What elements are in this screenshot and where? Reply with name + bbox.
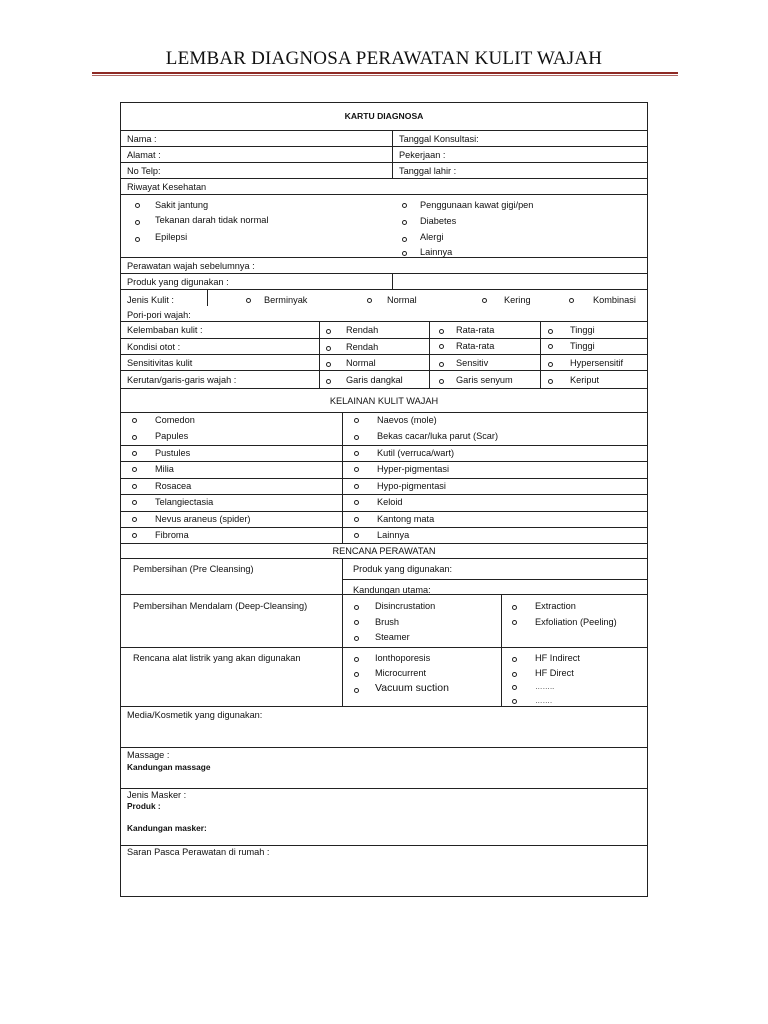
riwayat-item: Tekanan darah tidak normal xyxy=(155,215,269,225)
no-telp-field[interactable]: No Telp: xyxy=(127,166,161,176)
kandungan-masker-field[interactable]: Kandungan masker: xyxy=(127,823,207,833)
kelainan-item: Milia xyxy=(155,464,174,474)
title-rule-thin xyxy=(92,75,678,76)
condition-option: Rendah xyxy=(346,342,379,352)
checkbox[interactable] xyxy=(367,298,372,303)
deep-cleansing-row xyxy=(121,594,647,647)
checkbox[interactable] xyxy=(354,418,359,423)
alamat-field[interactable]: Alamat : xyxy=(127,150,161,160)
produk-field[interactable]: Produk yang digunakan : xyxy=(127,277,229,287)
deep-cleansing-label: Pembersihan Mendalam (Deep-Cleansing) xyxy=(133,601,308,611)
kelainan-item: Telangiectasia xyxy=(155,497,214,507)
produk-digunakan-field[interactable]: Produk yang digunakan: xyxy=(353,564,453,574)
condition-row xyxy=(121,370,647,388)
pre-cleansing-label: Pembersihan (Pre Cleansing) xyxy=(133,564,254,574)
masker-row xyxy=(121,788,647,845)
media-row xyxy=(121,706,647,747)
checkbox[interactable] xyxy=(439,344,444,349)
kelainan-item: Fibroma xyxy=(155,530,189,540)
pre-cleansing-row xyxy=(121,558,647,598)
alat-option: HF Indirect xyxy=(535,653,580,663)
pekerjaan-field[interactable]: Pekerjaan : xyxy=(399,150,446,160)
checkbox[interactable] xyxy=(548,362,553,367)
jenis-kulit-label: Jenis Kulit : xyxy=(127,295,174,305)
condition-option: Garis dangkal xyxy=(346,375,403,385)
checkbox[interactable] xyxy=(548,329,553,334)
condition-label: Sensitivitas kulit xyxy=(127,358,193,368)
jenis-masker-field[interactable]: Jenis Masker : xyxy=(127,790,187,800)
condition-option: Sensitiv xyxy=(456,358,489,368)
kandungan-utama-field[interactable]: Kandungan utama: xyxy=(353,585,431,595)
condition-option: Keriput xyxy=(570,375,600,385)
deep-option: Disincrustation xyxy=(375,601,436,611)
kelainan-item: Comedon xyxy=(155,415,195,425)
media-field[interactable]: Media/Kosmetik yang digunakan: xyxy=(127,710,263,720)
checkbox[interactable] xyxy=(548,344,553,349)
identity-row xyxy=(121,162,647,178)
checkbox[interactable] xyxy=(326,379,331,384)
produk-masker-field[interactable]: Produk : xyxy=(127,801,161,811)
checkbox[interactable] xyxy=(132,500,137,505)
alat-option: Ionthoporesis xyxy=(375,653,431,663)
skin-option: Kombinasi xyxy=(593,295,636,305)
deep-option: Steamer xyxy=(375,632,410,642)
alat-option: ……. xyxy=(535,696,553,705)
checkbox[interactable] xyxy=(354,435,359,440)
tanggal-konsultasi-field[interactable]: Tanggal Konsultasi: xyxy=(399,134,479,144)
saran-row xyxy=(121,845,647,897)
page-title: LEMBAR DIAGNOSA PERAWATAN KULIT WAJAH xyxy=(165,48,603,69)
rencana-heading-row xyxy=(121,543,647,558)
checkbox[interactable] xyxy=(548,379,553,384)
checkbox[interactable] xyxy=(569,298,574,303)
condition-row xyxy=(121,338,647,354)
checkbox[interactable] xyxy=(512,685,517,690)
deep-option: Brush xyxy=(375,617,400,627)
checkbox[interactable] xyxy=(439,329,444,334)
riwayat-item: Diabetes xyxy=(420,216,457,226)
card-header-row xyxy=(121,103,647,130)
skin-option: Berminyak xyxy=(264,295,308,305)
condition-label: Kondisi otot : xyxy=(127,342,181,352)
massage-field[interactable]: Massage : xyxy=(127,750,170,760)
condition-option: Normal xyxy=(346,358,376,368)
condition-option: Tinggi xyxy=(570,341,595,351)
identity-row xyxy=(121,130,647,146)
kelainan-item: Rosacea xyxy=(155,481,192,491)
riwayat-list-row xyxy=(121,194,647,257)
checkbox[interactable] xyxy=(354,451,359,456)
rencana-heading: RENCANA PERAWATAN xyxy=(332,546,436,556)
checkbox[interactable] xyxy=(132,517,137,522)
diagnosis-card xyxy=(120,102,648,897)
checkbox[interactable] xyxy=(132,435,137,440)
alat-option: Microcurrent xyxy=(375,668,427,678)
kelainan-item: Pustules xyxy=(155,448,191,458)
riwayat-label-row xyxy=(121,178,647,194)
condition-option: Hypersensitif xyxy=(570,358,624,368)
condition-option: Rata-rata xyxy=(456,341,495,351)
skin-option: Normal xyxy=(387,295,417,305)
riwayat-item: Epilepsi xyxy=(155,232,188,242)
riwayat-label: Riwayat Kesehatan xyxy=(127,182,207,192)
condition-label: Kerutan/garis-garis wajah : xyxy=(127,375,237,385)
checkbox[interactable] xyxy=(439,379,444,384)
kelainan-heading: KELAINAN KULIT WAJAH xyxy=(329,396,439,406)
condition-row xyxy=(121,321,647,338)
checkbox[interactable] xyxy=(132,451,137,456)
checkbox[interactable] xyxy=(512,605,517,610)
deep-option: Exfoliation (Peeling) xyxy=(535,617,617,627)
checkbox[interactable] xyxy=(512,657,517,662)
identity-row xyxy=(121,146,647,162)
checkbox[interactable] xyxy=(402,251,407,256)
checkbox[interactable] xyxy=(354,688,359,693)
riwayat-item: Alergi xyxy=(420,232,444,242)
condition-row xyxy=(121,354,647,370)
condition-option: Rata-rata xyxy=(456,325,495,335)
checkbox[interactable] xyxy=(354,636,359,641)
checkbox[interactable] xyxy=(512,620,517,625)
checkbox[interactable] xyxy=(246,298,251,303)
checkbox[interactable] xyxy=(135,237,140,242)
card-title: KARTU DIAGNOSA xyxy=(344,111,424,121)
title-rule xyxy=(92,72,678,74)
riwayat-item: Penggunaan kawat gigi/pen xyxy=(420,200,534,210)
checkbox[interactable] xyxy=(132,418,137,423)
checkbox[interactable] xyxy=(132,484,137,489)
checkbox[interactable] xyxy=(402,237,407,242)
kelainan-item: Naevos (mole) xyxy=(377,415,437,425)
kelainan-item: Keloid xyxy=(377,497,403,507)
checkbox[interactable] xyxy=(512,672,517,677)
checkbox[interactable] xyxy=(354,672,359,677)
massage-row xyxy=(121,747,647,788)
alat-listrik-row xyxy=(121,647,647,706)
riwayat-item: Lainnya xyxy=(420,247,453,257)
checkbox[interactable] xyxy=(354,484,359,489)
perawatan-sebelumnya-row xyxy=(121,257,647,273)
kelainan-item: Hyper-pigmentasi xyxy=(377,464,449,474)
checkbox[interactable] xyxy=(439,362,444,367)
kelainan-item: Bekas cacar/luka parut (Scar) xyxy=(377,431,499,441)
deep-option: Extraction xyxy=(535,601,576,611)
checkbox[interactable] xyxy=(354,620,359,625)
skin-option: Kering xyxy=(504,295,531,305)
checkbox[interactable] xyxy=(512,699,517,704)
checkbox[interactable] xyxy=(354,533,359,538)
kelainan-item: Nevus araneus (spider) xyxy=(155,514,251,524)
checkbox[interactable] xyxy=(326,362,331,367)
checkbox[interactable] xyxy=(354,467,359,472)
condition-option: Tinggi xyxy=(570,325,595,335)
kelainan-item: Hypo-pigmentasi xyxy=(377,481,446,491)
condition-option: Garis senyum xyxy=(456,375,513,385)
checkbox[interactable] xyxy=(326,329,331,334)
kelainan-heading-row xyxy=(121,388,647,412)
checkbox[interactable] xyxy=(354,657,359,662)
kandungan-massage-field[interactable]: Kandungan massage xyxy=(127,762,211,772)
pori-field[interactable]: Pori-pori wajah: xyxy=(127,310,191,320)
alat-listrik-label: Rencana alat listrik yang akan digunakan xyxy=(133,653,301,663)
checkbox[interactable] xyxy=(354,517,359,522)
jenis-kulit-row xyxy=(121,289,647,321)
alat-option: HF Direct xyxy=(535,668,574,678)
checkbox[interactable] xyxy=(135,203,140,208)
checkbox[interactable] xyxy=(482,298,487,303)
saran-field[interactable]: Saran Pasca Perawatan di rumah : xyxy=(127,847,270,857)
checkbox[interactable] xyxy=(402,220,407,225)
alat-option: …….. xyxy=(535,682,555,691)
condition-option: Rendah xyxy=(346,325,379,335)
kelainan-item: Lainnya xyxy=(377,530,410,540)
nama-field[interactable]: Nama : xyxy=(127,134,157,144)
checkbox[interactable] xyxy=(132,533,137,538)
checkbox[interactable] xyxy=(135,220,140,225)
kelainan-item: Kantong mata xyxy=(377,514,435,524)
kelainan-item: Papules xyxy=(155,431,189,441)
checkbox[interactable] xyxy=(132,467,137,472)
checkbox[interactable] xyxy=(354,500,359,505)
kelainan-item: Kutil (verruca/wart) xyxy=(377,448,455,458)
checkbox[interactable] xyxy=(402,203,407,208)
riwayat-item: Sakit jantung xyxy=(155,200,209,210)
tanggal-lahir-field[interactable]: Tanggal lahir : xyxy=(399,166,457,176)
perawatan-sebelumnya-field[interactable]: Perawatan wajah sebelumnya : xyxy=(127,261,255,271)
produk-row xyxy=(121,273,647,289)
checkbox[interactable] xyxy=(326,346,331,351)
condition-label: Kelembaban kulit : xyxy=(127,325,203,335)
alat-option: Vacuum suction xyxy=(375,682,449,694)
checkbox[interactable] xyxy=(354,605,359,610)
